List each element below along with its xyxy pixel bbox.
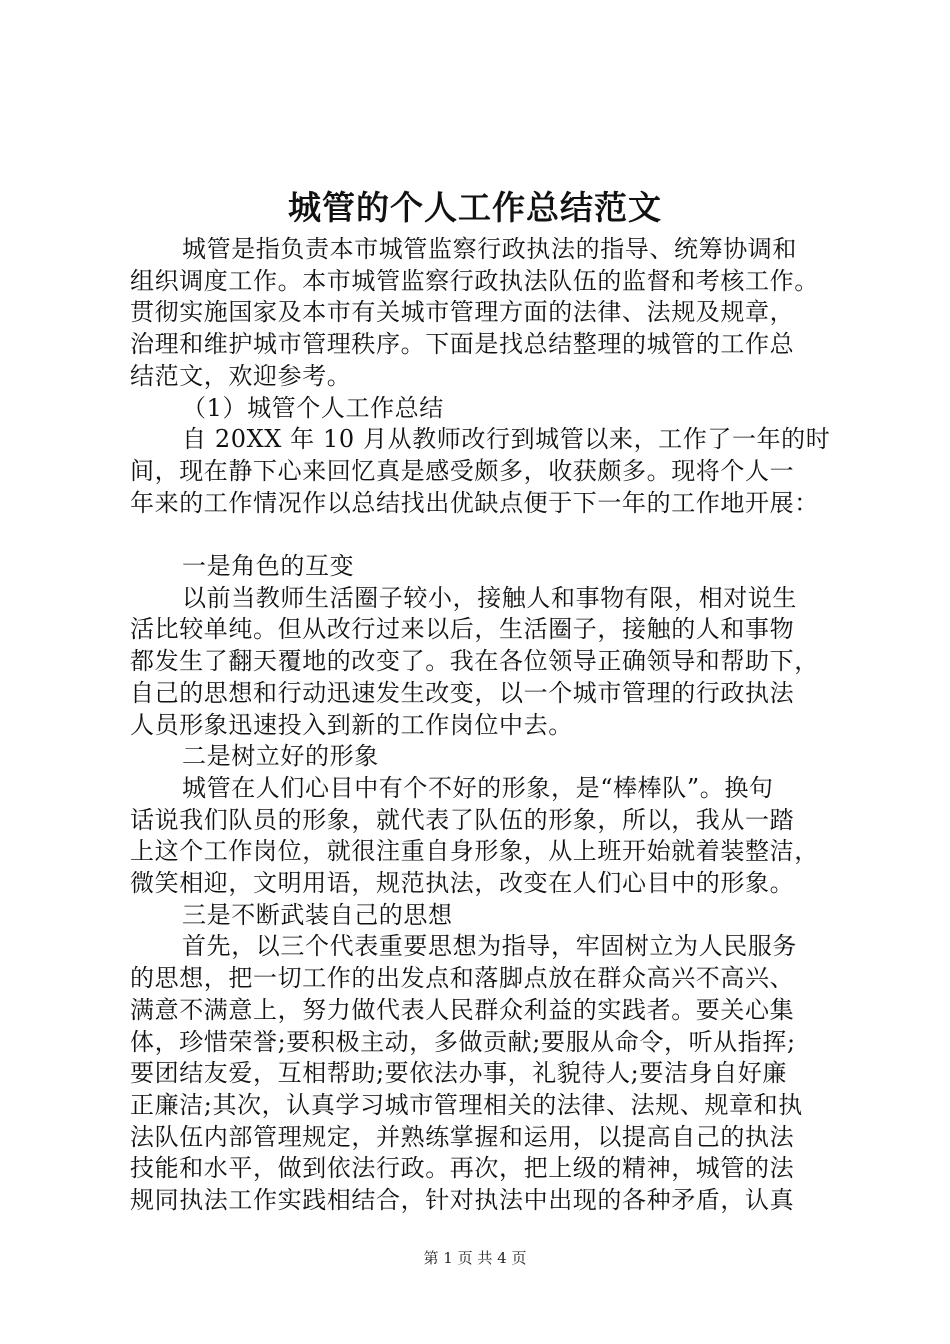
paragraph-line: 城管在人们心目中有个不好的形象，是“棒棒队”。换句 (182, 773, 774, 802)
section-heading: 二是树立好的形象 (182, 742, 379, 771)
document-body (130, 234, 850, 1217)
section-heading: （1）城管个人工作总结 (182, 393, 444, 422)
paragraph-line: 治理和维护城市管理秩序。下面是找总结整理的城管的工作总 (130, 330, 795, 359)
paragraph-line: 体，珍惜荣誉;要积极主动，多做贡献;要服从命令，听从指挥; (130, 1027, 796, 1056)
paragraph-line: 间，现在静下心来回忆真是感受颇多，收获颇多。现将个人一 (130, 456, 795, 485)
paragraph-line: 满意不满意上，努力做代表人民群众利益的实践者。要关心集 (130, 995, 795, 1024)
paragraph-line: 活比较单纯。但从改行过来以后，生活圈子，接触的人和事物 (130, 615, 795, 644)
paragraph-line: 话说我们队员的形象，就代表了队伍的形象，所以，我从一踏 (130, 805, 795, 834)
paragraph-line: 结范文，欢迎参考。 (130, 361, 352, 390)
paragraph-line: 组织调度工作。本市城管监察行政执法队伍的监督和考核工作。 (130, 266, 819, 295)
paragraph-line: 城管是指负责本市城管监察行政执法的指导、统筹协调和 (182, 235, 797, 263)
paragraph-line: 技能和水平，做到依法行政。再次，把上级的精神，城管的法 (130, 1154, 795, 1183)
paragraph-line: 年来的工作情况作以总结找出优缺点便于下一年的工作地开展： (130, 488, 819, 517)
paragraph-line: 上这个工作岗位，就很注重自身形象，从上班开始就着装整洁， (130, 837, 819, 866)
paragraph-line: 微笑相迎，文明用语，规范执法，改变在人们心目中的形象。 (130, 869, 795, 898)
page-number-footer: 第 1 页 共 4 页 (423, 1249, 527, 1267)
paragraph-line: 自 20XX 年 10 月从教师改行到城管以来，工作了一年的时 (182, 425, 831, 454)
paragraph-line: 人员形象迅速投入到新的工作岗位中去。 (130, 710, 573, 739)
paragraph-line: 自己的思想和行动迅速发生改变，以一个城市管理的行政执法 (130, 678, 795, 707)
section-heading: 三是不断武装自己的思想 (182, 900, 453, 929)
paragraph-line: 法队伍内部管理规定，并熟练掌握和运用，以提高自己的执法 (130, 1122, 795, 1151)
document-title: 城管的个人工作总结范文 (288, 188, 662, 227)
paragraph-line: 的思想，把一切工作的出发点和落脚点放在群众高兴不高兴、 (130, 964, 795, 993)
blank-line (130, 519, 850, 551)
paragraph-line: 都发生了翻天覆地的改变了。我在各位领导正确领导和帮助下， (130, 647, 819, 676)
paragraph-line: 首先，以三个代表重要思想为指导，牢固树立为人民服务 (182, 932, 797, 961)
section-heading: 一是角色的互变 (182, 552, 355, 581)
paragraph-line: 正廉洁;其次，认真学习城市管理相关的法律、法规、规章和执 (130, 1090, 803, 1119)
paragraph-line: 以前当教师生活圈子较小，接触人和事物有限，相对说生 (182, 583, 797, 612)
paragraph-line: 贯彻实施国家及本市有关城市管理方面的法律、法规及规章， (130, 298, 795, 327)
paragraph-line: 规同执法工作实践相结合，针对执法中出现的各种矛盾，认真 (130, 1186, 795, 1215)
paragraph-line: 要团结友爱，互相帮助;要依法办事，礼貌待人;要洁身自好廉 (130, 1059, 787, 1088)
